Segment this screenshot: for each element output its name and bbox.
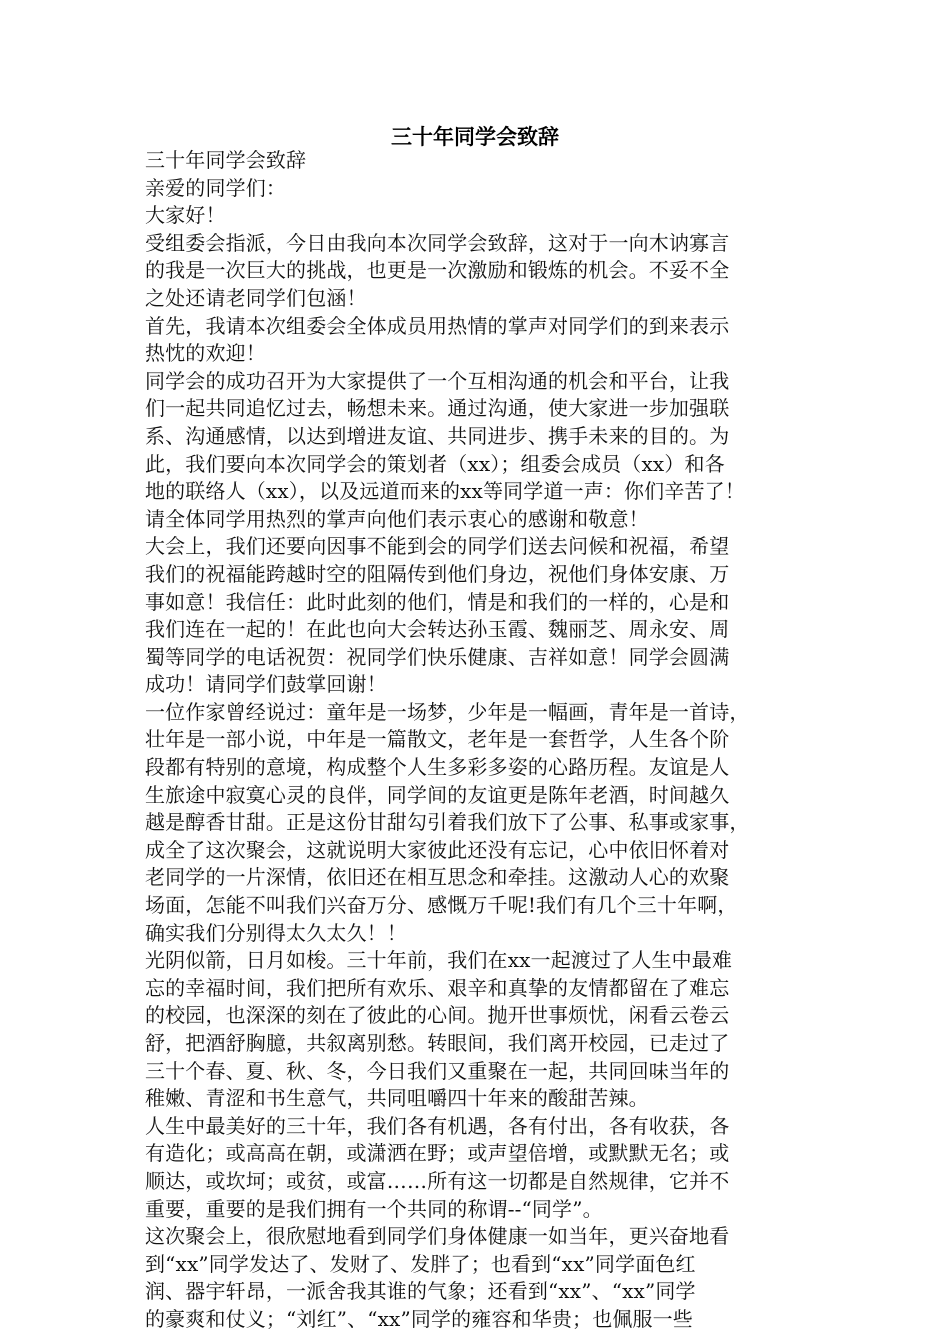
body-line: 大会上，我们还要向因事不能到会的同学们送去问候和祝福，希望 (145, 534, 730, 559)
body-line: 大家好！ (145, 203, 226, 228)
body-line: 场面，怎能不叫我们兴奋万分、感慨万千呢!我们有几个三十年啊， (145, 893, 738, 918)
body-line: 受组委会指派，今日由我向本次同学会致辞，这对于一向木讷寡言 (145, 230, 730, 255)
body-line: 到“xx”同学发达了、发财了、发胖了；也看到“xx”同学面色红 (145, 1251, 696, 1276)
body-line: 首先，我请本次组委会全体成员用热情的掌声对同学们的到来表示 (145, 313, 730, 338)
body-line: 蜀等同学的电话祝贺：祝同学们快乐健康、吉祥如意！同学会圆满 (145, 644, 730, 669)
body-line: 确实我们分别得太久太久！！ (145, 920, 407, 945)
body-line: 润、器宇轩昂，一派舍我其谁的气象；还看到“xx”、“xx”同学 (145, 1279, 696, 1304)
body-line: 的我是一次巨大的挑战，也更是一次激励和锻炼的机会。不妥不全 (145, 258, 730, 283)
body-line: 成功！请同学们鼓掌回谢！ (145, 672, 387, 697)
body-line: 三十年同学会致辞 (145, 148, 307, 172)
body-line: 此，我们要向本次同学会的策划者（xx）；组委会成员（xx）和各 (145, 451, 725, 476)
body-line: 稚嫩、青涩和书生意气，共同咀嚼四十年来的酸甜苦辣。 (145, 1086, 649, 1111)
body-line: 重要，重要的是我们拥有一个共同的称谓--“同学”。 (145, 1196, 603, 1221)
body-line: 忘的幸福时间，我们把所有欢乐、艰辛和真挚的友情都留在了难忘 (145, 975, 730, 1000)
body-line: 同学会的成功召开为大家提供了一个互相沟通的机会和平台，让我 (145, 368, 730, 393)
body-line: 生旅途中寂寞心灵的良伴，同学间的友谊更是陈年老酒，时间越久 (145, 782, 730, 807)
body-line: 热忱的欢迎！ (145, 341, 266, 366)
body-line: 的校园，也深深的刻在了彼此的心间。抛开世事烦忧，闲看云卷云 (145, 1003, 730, 1028)
body-line: 的豪爽和仗义；“刘红”、“xx”同学的雍容和华贵；也佩服一些 (145, 1306, 693, 1331)
body-line: 我们连在一起的！在此也向大会转达孙玉霞、魏丽芝、周永安、周 (145, 617, 730, 642)
body-line: 顺达，或坎坷；或贫，或富……所有这一切都是自然规律，它并不 (145, 1168, 730, 1193)
body-line: 老同学的一片深情，依旧还在相互思念和牵挂。这激动人心的欢聚 (145, 865, 730, 890)
document-body (145, 147, 810, 1334)
body-line: 一位作家曾经说过：童年是一场梦，少年是一幅画，青年是一首诗， (145, 699, 750, 724)
body-line: 舒，把酒舒胸臆，共叙离别愁。转眼间，我们离开校园，已走过了 (145, 1031, 730, 1055)
body-line: 之处还请老同学们包涵！ (145, 285, 367, 310)
body-line: 光阴似箭，日月如梭。三十年前，我们在xx一起渡过了人生中最难 (145, 948, 733, 973)
body-line: 三十个春、夏、秋、冬，今日我们又重聚在一起，共同回味当年的 (145, 1058, 730, 1083)
body-line: 成全了这次聚会，这就说明大家彼此还没有忘记，心中依旧怀着对 (145, 837, 730, 862)
body-line: 人生中最美好的三十年，我们各有机遇，各有付出，各有收获，各 (145, 1113, 730, 1138)
body-line: 有造化；或高高在朝，或潇洒在野；或声望倍增，或默默无名；或 (145, 1141, 730, 1166)
body-line: 亲爱的同学们： (145, 175, 287, 200)
body-line: 系、沟通感情，以达到增进友谊、共同进步、携手未来的目的。为 (145, 423, 730, 448)
document-title: 三十年同学会致辞 (391, 124, 559, 149)
body-line: 这次聚会上，很欣慰地看到同学们身体健康一如当年，更兴奋地看 (145, 1224, 730, 1249)
body-line: 壮年是一部小说，中年是一篇散文，老年是一套哲学，人生各个阶 (145, 727, 730, 752)
body-line: 越是醇香甘甜。正是这份甘甜勾引着我们放下了公事、私事或家事， (145, 810, 750, 835)
body-line: 们一起共同追忆过去，畅想未来。通过沟通，使大家进一步加强联 (145, 396, 730, 421)
body-line: 事如意！我信任：此时此刻的他们，情是和我们的一样的，心是和 (145, 589, 730, 614)
body-line: 我们的祝福能跨越时空的阻隔传到他们身边，祝他们身体安康、万 (145, 561, 730, 586)
body-line: 段都有特别的意境，构成整个人生多彩多姿的心路历程。友谊是人 (145, 755, 730, 780)
body-line: 请全体同学用热烈的掌声向他们表示衷心的感谢和敬意！ (145, 506, 649, 531)
body-line: 地的联络人（xx），以及远道而来的xx等同学道一声：你们辛苦了！ (145, 479, 745, 504)
